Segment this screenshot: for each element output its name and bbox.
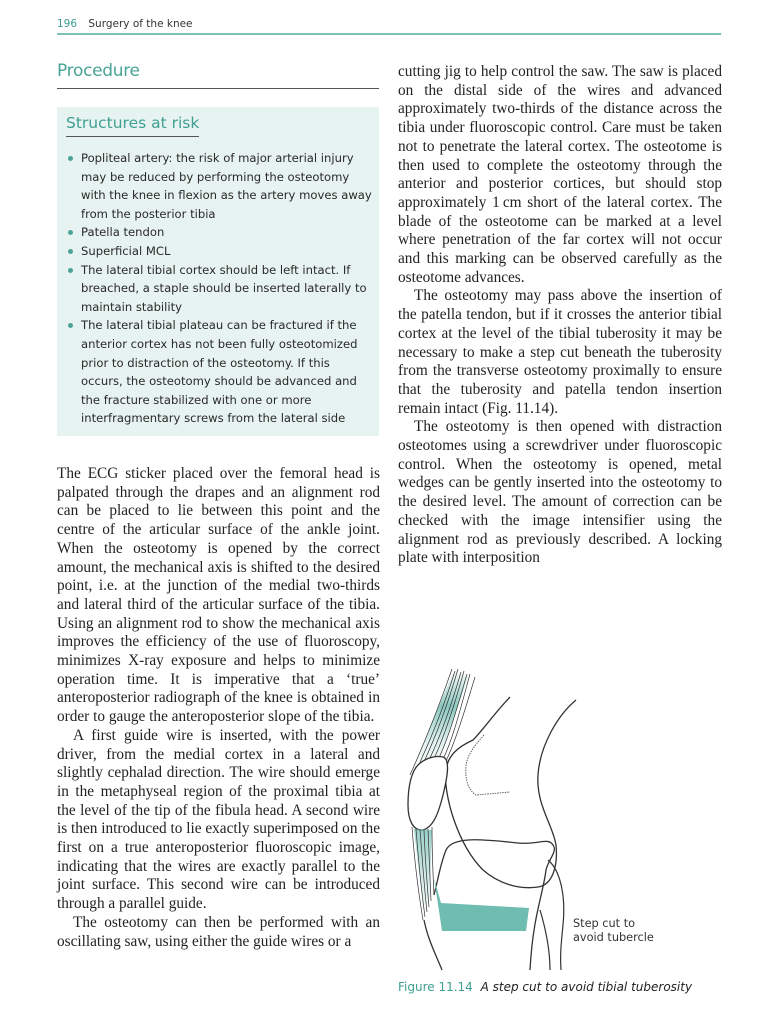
bullet-icon xyxy=(68,249,73,254)
risk-item-text: Patella tendon xyxy=(81,225,165,240)
bullet-icon xyxy=(68,156,73,161)
body-paragraph: The osteotomy is then opened with distraction osteotomes using a screwdriver under fluoroscopic control. When the osteotomy is opened, metal wedges can be gently inserted into the osteotomy to the desired level. The amount of correction can be checked with the image intensifier using the alignment rod as previously described. A locking plate with interposition xyxy=(398,418,722,567)
bullet-icon xyxy=(68,323,73,328)
figure-caption-text: A step cut to avoid tibial tuberosity xyxy=(480,980,693,994)
structures-at-risk-box xyxy=(57,107,379,436)
left-column-body xyxy=(57,465,380,951)
risk-item xyxy=(67,242,373,261)
figure-annotation xyxy=(573,917,683,945)
patellar-tendon xyxy=(412,827,434,920)
intercondylar-line xyxy=(466,735,510,795)
risk-item-text: Superficial MCL xyxy=(81,243,171,258)
chapter-title: Surgery of the knee xyxy=(88,18,193,30)
bullet-icon xyxy=(68,230,73,235)
body-paragraph: The osteotomy can then be performed with an oscillating saw, using either the guide wires or a xyxy=(57,913,380,950)
risk-item xyxy=(67,149,373,223)
running-head xyxy=(57,17,721,35)
risk-item-text: The lateral tibial cortex should be left intact. If breached, a staple should be inserted laterally to maintain stability xyxy=(81,262,367,314)
bullet-icon xyxy=(68,268,73,273)
risk-item-text: Popliteal artery: the risk of major arterial injury may be reduced by performing the osteotomy with the knee in flexion as the artery moves away from the posterior tibia xyxy=(81,151,372,221)
risk-list xyxy=(67,149,373,428)
body-paragraph: The osteotomy may pass above the insertion of the patella tendon, but if it crosses the anterior tibial cortex at the level of the tibial tuberosity it may be necessary to make a step cut beneath the tuberosity from the transverse osteotomy proximally to ensure that the tuberosity and patella tendon insertion remain intact (Fig. 11.14). xyxy=(398,287,722,417)
risk-item xyxy=(67,223,373,242)
page-number: 196 xyxy=(57,18,78,30)
knee-figure xyxy=(398,655,722,975)
box-heading: Structures at risk xyxy=(66,113,199,137)
risk-item-text: The lateral tibial plateau can be fractured if the anterior cortex has not been fully osteotomized prior to distraction of the osteotomy. If this occurs, the osteotomy should be advanced and the fracture stabilized with one or more interfragmentary screws from the lateral side xyxy=(81,318,358,426)
figure-caption xyxy=(398,979,728,995)
body-paragraph: The ECG sticker placed over the femoral head is palpated through the drapes and an alignment rod can be placed to lie between this point and the centre of the articular surface of the ankle joint. When the osteotomy is opened by the correct amount, the mechanical axis is shifted to the desired point, i.e. at the junction of the medial two-thirds and lateral third of the articular surface of the tibia. Using an alignment rod to show the mechanical axis improves the efficiency of the use of fluoroscopy, minimizes X-ray exposure and helps to minimize operation time. It is imperative that a ‘true’ anteroposterior radiograph of the knee is obtained in order to gauge the anteroposterior slope of the tibia. xyxy=(57,465,380,726)
annotation-line: Step cut to xyxy=(573,917,636,930)
right-column-body xyxy=(398,63,722,568)
body-paragraph: cutting jig to help control the saw. The saw is placed on the distal side of the wires and advanced approximately two-thirds of the distance across the tibia under fluoroscopic control. Care must be taken not to penetrate the lateral cortex. The osteotome is then used to complete the osteotomy through the anterior and posterior cortices, but should stop approximately 1 cm short of the lateral cortex. The blade of the osteotome can be marked at a level where penetration of the far cortex will not occur and this marking can be observed carefully as the osteotome advances. xyxy=(398,63,722,286)
annotation-line: avoid tubercle xyxy=(573,931,654,944)
section-heading: Procedure xyxy=(57,60,379,89)
risk-item xyxy=(67,316,373,428)
figure-number: Figure 11.14 xyxy=(398,980,473,994)
femur-outline xyxy=(446,697,576,888)
risk-item xyxy=(67,261,373,317)
body-paragraph: A first guide wire is inserted, with the power driver, from the medial cortex in a lateral and slightly cephalad direction. The wire should emerge in the metaphyseal region of the proximal tibia at the level of the tip of the fibula head. A second wire is then introduced to lie exactly superimposed on the first on a true anteroposterior fluoroscopic image, indicating that the wires are exactly parallel to the joint surface. This second wire can be introduced through a parallel guide. xyxy=(57,726,380,913)
